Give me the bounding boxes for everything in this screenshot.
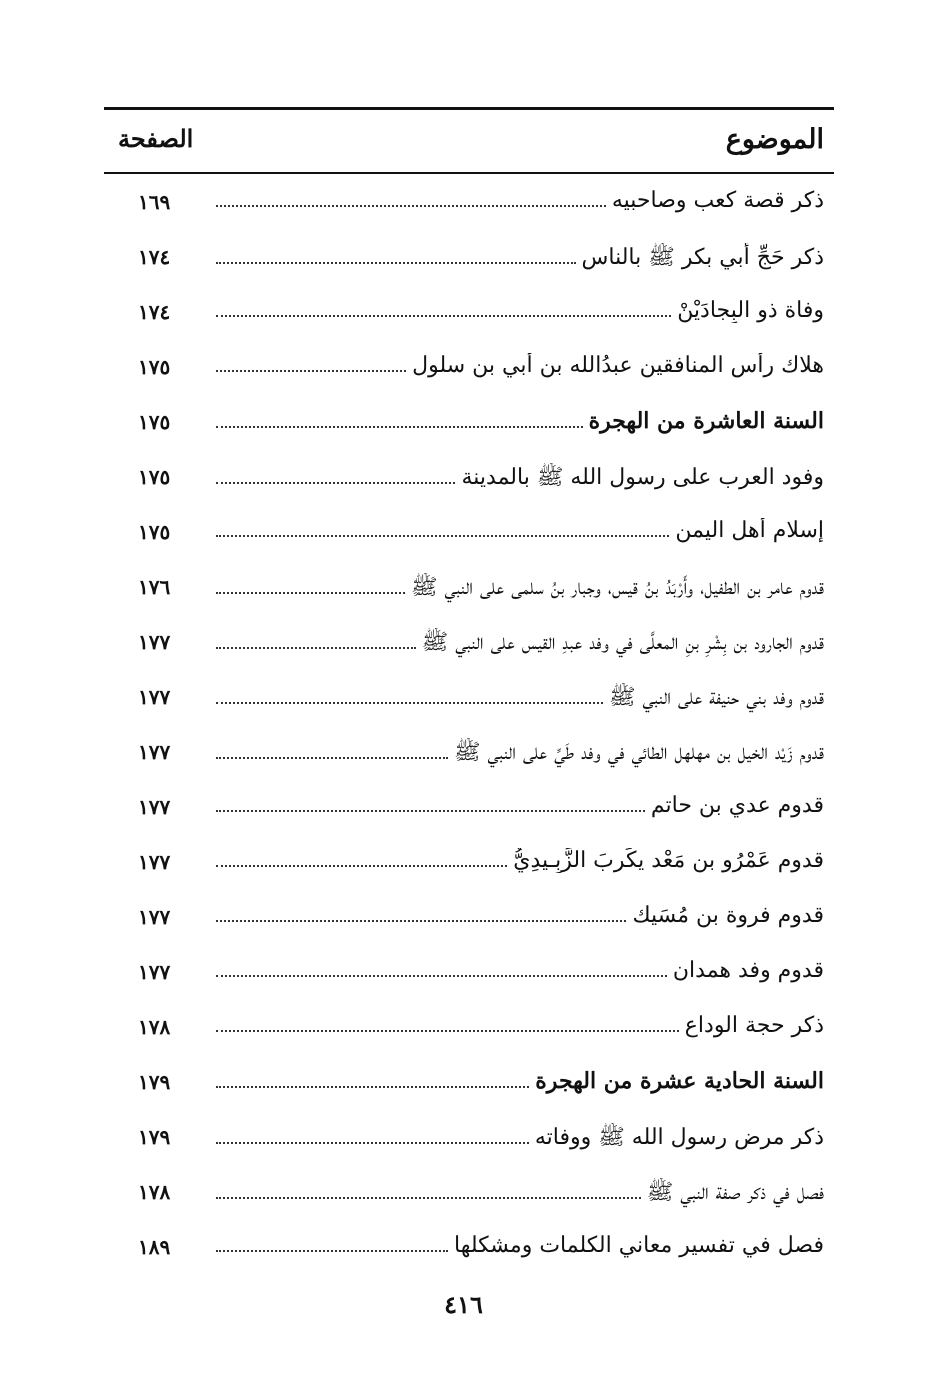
dot-leader	[216, 592, 405, 594]
toc-entry-line	[216, 243, 824, 275]
toc-entry-line	[216, 518, 824, 543]
toc-entry-line	[216, 188, 824, 213]
toc-entry-line	[216, 573, 824, 605]
toc-entry-page-number: ١٦٩	[138, 190, 171, 214]
header-rule	[104, 172, 834, 174]
toc-entry-page-number: ١٨٩	[138, 1235, 171, 1259]
toc-entry-page-number: ١٧٥	[138, 410, 171, 434]
top-rule	[104, 107, 834, 110]
toc-entry-line	[216, 1178, 824, 1210]
toc-entry-page-number: ١٧٤	[138, 245, 171, 269]
dot-leader	[216, 757, 448, 759]
toc-entries	[104, 178, 834, 1278]
toc-entry-title: هلاك رأس المنافقين عبدُالله بن أُبي بن سلول	[412, 353, 824, 378]
toc-entry-page-number: ١٧٧	[138, 905, 171, 929]
toc-header	[104, 118, 834, 168]
toc-entry-page-number: ١٧٤	[138, 300, 171, 324]
toc-entry-title: ذكر مرض رسول الله ﷺ ووفاته	[534, 1125, 824, 1150]
toc-entry-line	[216, 793, 824, 818]
toc-entry-title: قدوم الجارود بن بِشْرِ بنِ المعلَّى في وفد عبدِ القيس على النبي ﷺ	[421, 630, 824, 655]
toc-entry-line	[216, 628, 824, 660]
dot-leader	[216, 426, 583, 428]
toc-entry-line	[216, 903, 824, 928]
toc-entry	[104, 178, 834, 233]
toc-entry-line	[216, 958, 824, 983]
toc-entry	[104, 508, 834, 563]
dot-leader	[216, 535, 669, 537]
toc-entry	[104, 673, 834, 728]
toc-entry-page-number: ١٧٦	[138, 575, 171, 599]
toc-entry-line	[216, 463, 824, 495]
toc-entry-page-number: ١٧٨	[138, 1015, 171, 1039]
toc-entry-title: وفاة ذو البِجادَيْنْ	[677, 298, 824, 323]
toc-entry-page-number: ١٧٧	[138, 630, 171, 654]
toc-entry-title: السنة العاشرة من الهجرة	[588, 408, 824, 434]
toc-entry	[104, 288, 834, 343]
toc-entry-title: قدوم عدي بن حاتم	[650, 793, 824, 818]
dot-leader	[216, 647, 416, 649]
toc-entry	[104, 343, 834, 398]
toc-entry	[104, 453, 834, 508]
toc-entry-line	[216, 1233, 824, 1258]
toc-entry-line	[216, 353, 824, 378]
toc-entry-page-number: ١٧٧	[138, 740, 171, 764]
toc-entry-title: قدوم فروة بن مُسَيك	[632, 903, 824, 928]
toc-entry	[104, 1223, 834, 1278]
toc-entry	[104, 398, 834, 453]
toc-entry-line	[216, 1013, 824, 1038]
dot-leader	[216, 702, 603, 704]
toc-entry	[104, 728, 834, 783]
toc-entry-title: ذكر حجة الوداع	[684, 1013, 824, 1038]
dot-leader	[216, 370, 406, 372]
page-number: ٤١٦	[444, 1290, 483, 1319]
dot-leader	[216, 810, 645, 812]
toc-entry-title: فصل في تفسير معاني الكلمات ومشكلها	[454, 1233, 824, 1258]
toc-entry-page-number: ١٧٧	[138, 795, 171, 819]
toc-entry-page-number: ١٧٨	[138, 1180, 171, 1204]
dot-leader	[216, 1197, 641, 1199]
toc-entry-title: قدوم عامر بن الطفيل، وأَرْبَدُ بنُ قيس، وجبار بنُ سلمى على النبي ﷺ	[410, 575, 824, 600]
toc-entry-line	[216, 408, 824, 434]
dot-leader	[216, 920, 626, 922]
dot-leader	[216, 1086, 529, 1088]
toc-entry-page-number: ١٧٧	[138, 850, 171, 874]
toc-entry-title: قدوم زَيْد الخيل بن مهلهل الطائي في وفد طَيِّ على النبي ﷺ	[453, 740, 824, 765]
toc-entry-line	[216, 1068, 824, 1094]
dot-leader	[216, 482, 455, 484]
toc-entry	[104, 838, 834, 893]
dot-leader	[216, 315, 671, 317]
page-column-header: الصفحة	[118, 124, 194, 153]
dot-leader	[216, 262, 576, 264]
toc-entry-title: فصل في ذكر صفة النبي ﷺ	[646, 1180, 824, 1205]
toc-entry-title: قدوم وفد همدان	[672, 958, 824, 983]
dot-leader	[216, 975, 667, 977]
dot-leader	[216, 1030, 679, 1032]
toc-entry	[104, 1168, 834, 1223]
toc-entry	[104, 1003, 834, 1058]
toc-entry-line	[216, 1123, 824, 1155]
toc-entry-title: السنة الحادية عشرة من الهجرة	[535, 1068, 824, 1094]
toc-entry-line	[216, 738, 824, 770]
toc-entry-line	[216, 683, 824, 715]
toc-entry	[104, 618, 834, 673]
dot-leader	[216, 1142, 529, 1144]
toc-entry-title: ذكر حَجِّ أبي بكر ﷺ بالناس	[581, 245, 824, 270]
toc-entry-page-number: ١٧٩	[138, 1070, 171, 1094]
topic-column-header: الموضوع	[725, 124, 824, 155]
toc-entry-title: وفود العرب على رسول الله ﷺ بالمدينة	[461, 465, 824, 490]
toc-entry	[104, 233, 834, 288]
toc-entry-title: قدوم عَمْرُو بن مَعْد يكَرِبَ الزَّبِـيدِيُّ	[513, 848, 824, 873]
toc-entry-page-number: ١٧٥	[138, 355, 171, 379]
toc-entry-title: إسلام أهل اليمن	[675, 518, 824, 543]
toc-entry-page-number: ١٧٥	[138, 465, 171, 489]
toc-entry-line	[216, 848, 824, 873]
dot-leader	[216, 1250, 448, 1252]
dot-leader	[216, 205, 606, 207]
toc-entry-line	[216, 298, 824, 323]
toc-entry-page-number: ١٧٩	[138, 1125, 171, 1149]
dot-leader	[216, 865, 507, 867]
toc-entry	[104, 783, 834, 838]
toc-entry-title: ذكر قصة كعب وصاحبيه	[611, 188, 824, 213]
toc-entry	[104, 563, 834, 618]
toc-entry	[104, 948, 834, 1003]
toc-entry-page-number: ١٧٧	[138, 960, 171, 984]
toc-entry-page-number: ١٧٥	[138, 520, 171, 544]
toc-entry-title: قدوم وفد بني حنيفة على النبي ﷺ	[608, 685, 824, 710]
toc-entry-page-number: ١٧٧	[138, 685, 171, 709]
toc-entry	[104, 893, 834, 948]
toc-entry	[104, 1058, 834, 1113]
toc-entry	[104, 1113, 834, 1168]
